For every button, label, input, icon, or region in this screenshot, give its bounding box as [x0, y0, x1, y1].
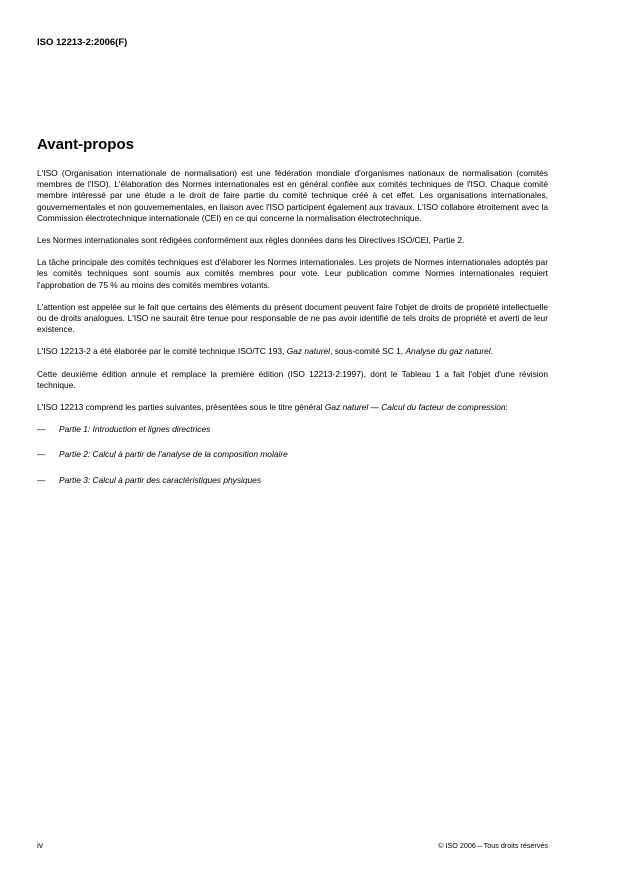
dash-bullet: — [37, 449, 46, 460]
paragraph-patent-rights: L'attention est appelée sur le fait que certains des éléments du présent document peuvent faire l'objet de droits de propriété intellectuelle ou de droits analogues. L'ISO ne saurait être tenue pour responsable de ne pas avoir identifié de tels droits de propriété et averti de leur existence. [37, 301, 548, 335]
dash-bullet: — [37, 474, 46, 485]
page-number: iv [37, 840, 44, 850]
list-item-label: Partie 3: Calcul à partir des caractéristiques physiques [59, 474, 262, 485]
list-item [37, 475, 548, 486]
text: , sous-comité SC 1, [330, 346, 406, 357]
parts-list [37, 424, 548, 486]
paragraph-parts-intro [37, 402, 548, 413]
paragraph-edition: Cette deuxième édition annule et remplace la première édition (ISO 12213-2:1997), dont le Tableau 1 a fait l'objet d'une révision technique. [37, 368, 548, 390]
copyright-notice: © ISO 2006 – Tous droits réservés [438, 841, 548, 850]
text: . [490, 346, 493, 357]
list-item-label: Partie 1: Introduction et lignes directrices [59, 424, 211, 435]
general-title: Gaz naturel — Calcul du facteur de compression [324, 402, 506, 413]
paragraph-iso-organisation: L'ISO (Organisation internationale de normalisation) est une fédération mondiale d'organismes nationaux de normalisation (comités membres de l'ISO). L'élaboration des Normes internationales est en général confiée aux comités techniques de l'ISO. Chaque comité membre intéressé par une étude a le droit de faire partie du comité technique créé à cet effet. Les organisations internationales, gouvernementales et non gouvernementales, en liaison avec l'ISO participent également aux travaux. L'ISO collabore étroitement avec la Commission électrotechnique internationale (CEI) en ce qui concerne la normalisation électrotechnique. [37, 168, 548, 223]
list-item [37, 424, 548, 435]
paragraph-technical-committees: La tâche principale des comités techniques est d'élaborer les Normes internationales. Les projets de Normes internationales adoptés par les comités techniques sont soumis aux comités membres pour vote. Leur publication comme Normes internationales requiert l'approbation de 75 % au moins des comités membres votants. [37, 257, 548, 290]
subcommittee-name: Analyse du gaz naturel [405, 346, 491, 357]
paragraph-directives: Les Normes internationales sont rédigées conformément aux règles données dans les Directives ISO/CEI, Partie 2. [37, 235, 465, 246]
list-item [37, 449, 548, 460]
paragraph-prepared-by [37, 346, 548, 357]
dash-bullet: — [37, 424, 46, 435]
list-item-label: Partie 2: Calcul à partir de l'analyse de la composition molaire [59, 449, 288, 460]
document-header-id: ISO 12213-2:2006(F) [37, 37, 128, 48]
committee-name: Gaz naturel [286, 346, 331, 357]
foreword-body [37, 168, 548, 500]
text: : [505, 402, 508, 413]
text: L'ISO 12213 comprend les parties suivantes, présentées sous le titre général [37, 402, 325, 413]
text: L'ISO 12213-2 a été élaborée par le comité technique ISO/TC 193, [37, 346, 287, 357]
section-title: Avant-propos [37, 136, 134, 153]
